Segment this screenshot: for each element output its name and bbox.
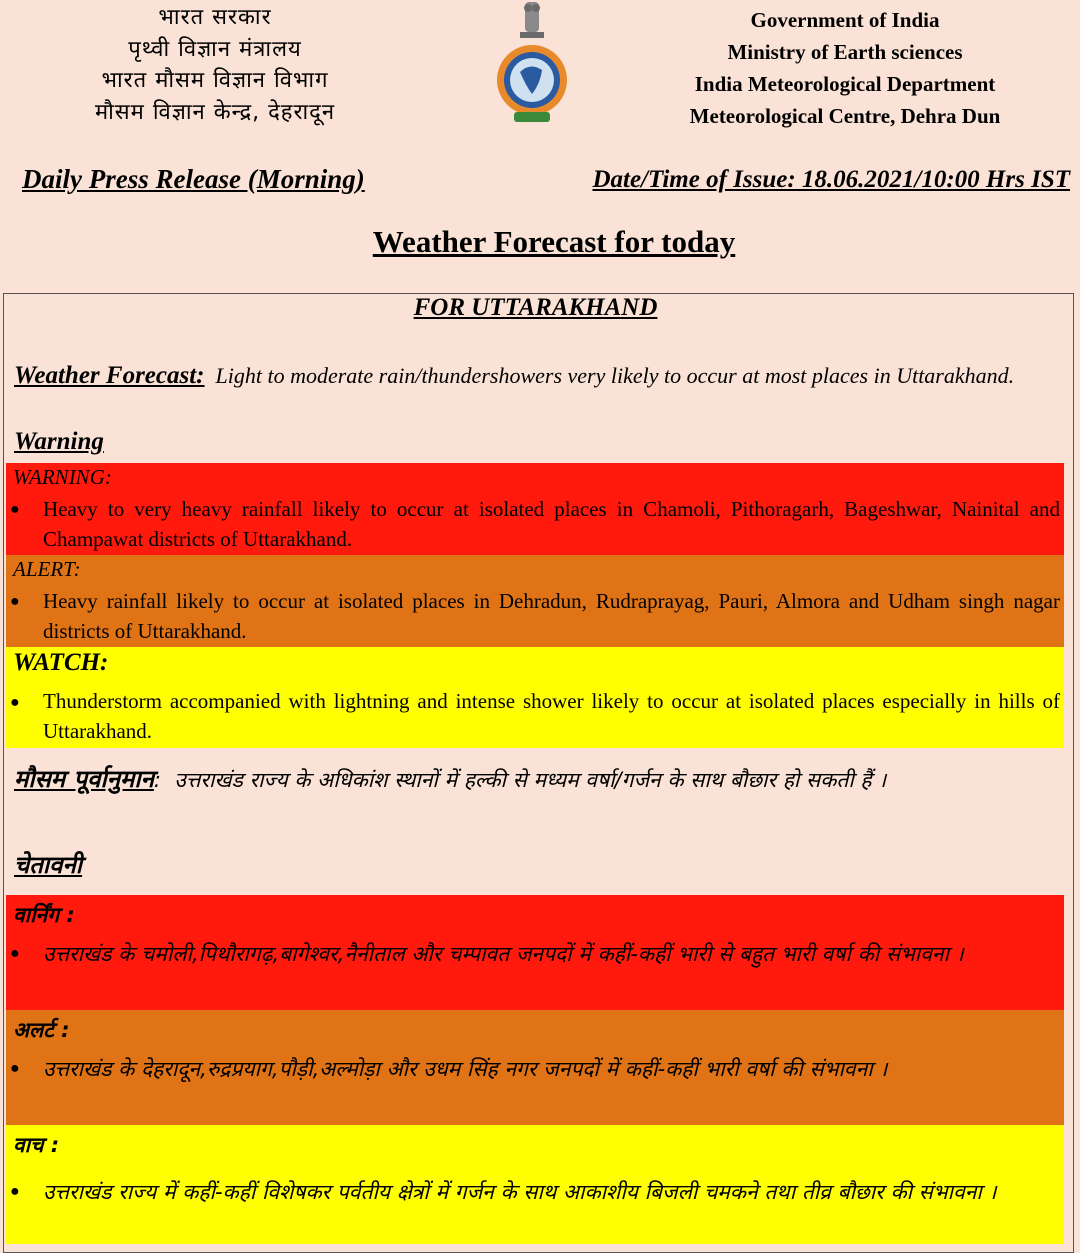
header-english-line: Government of India [750, 8, 940, 32]
hindi-alert-band [6, 1010, 1064, 1125]
page-title: Weather Forecast for today [372, 224, 736, 259]
watch-band [6, 647, 1064, 748]
header-english-line: Ministry of Earth sciences [727, 40, 963, 64]
header-hindi-line: पृथ्वी विज्ञान मंत्रालय [128, 36, 302, 62]
hindi-forecast-text: उत्तराखंड राज्य के अधिकांश स्थानों में हल्की से मध्यम वर्षा/गर्जन के साथ बौछार हो सकती हैं । [174, 768, 887, 792]
bullet-icon: ● [10, 1060, 20, 1077]
bullet-icon: ● [10, 1183, 20, 1200]
hindi-forecast: मौसम पूर्वानुमान: उत्तराखंड राज्य के अधिकांश स्थानों में हल्की से मध्यम वर्षा/गर्जन के साथ बौछार हो सकती हैं । [14, 765, 887, 793]
section-title: FOR UTTARAKHAND [413, 294, 658, 321]
bullet-icon: ● [10, 945, 20, 962]
watch-label: WATCH: [13, 649, 109, 676]
header-english-line: Meteorological Centre, Dehra Dun [689, 104, 1001, 128]
hindi-alert-text: उत्तराखंड के देहरादून,रुद्रप्रयाग,पौड़ी,अल्मोड़ा और उधम सिंह नगर जनपदों में कहीं-कहीं भारी वर्षा की संभावना । [43, 1057, 888, 1081]
issue-date: Date/Time of Issue: 18.06.2021/10:00 Hrs IST [592, 166, 1070, 193]
header-hindi-line: भारत सरकार [158, 5, 272, 30]
warning-heading: Warning [14, 428, 104, 455]
warning-label: WARNING: [13, 465, 112, 489]
hindi-watch-band [6, 1125, 1064, 1244]
header-hindi-line: भारत मौसम विज्ञान विभाग [101, 68, 329, 93]
hindi-warning-heading: चेतावनी [14, 851, 83, 879]
bullet-icon: ● [10, 694, 20, 711]
alert-band [6, 555, 1064, 647]
warning-text: Heavy to very heavy rainfall likely to occur at isolated places in Chamoli, Pithoragarh, Bageshwar, Nainital and Champawat districts of Uttarakhand. [43, 497, 1060, 551]
header-english [660, 4, 1030, 132]
hindi-forecast-label: मौसम पूर्वानुमान [14, 765, 154, 793]
bullet-icon: ● [10, 593, 20, 610]
press-release-title: Daily Press Release (Morning) [22, 164, 365, 194]
hindi-alert-label: अलर्ट : [13, 1018, 70, 1042]
header-hindi-line: मौसम विज्ञान केन्द्र, देहरादून [94, 99, 336, 125]
hindi-warning-label: वार्निंग : [13, 903, 75, 927]
header-hindi [40, 2, 390, 128]
forecast-label: Weather Forecast: [14, 362, 205, 389]
forecast-text: Light to moderate rain/thundershowers very likely to occur at most places in Uttarakhand. [215, 363, 1015, 388]
imd-logo-icon [492, 0, 572, 130]
warning-band [6, 463, 1064, 555]
alert-text: Heavy rainfall likely to occur at isolated places in Dehradun, Rudraprayag, Pauri, Almora and Udham singh nagar districts of Uttarakhand. [43, 589, 1060, 643]
header-english-line: India Meteorological Department [694, 72, 996, 96]
hindi-watch-label: वाच : [13, 1133, 60, 1157]
alert-label: ALERT: [13, 557, 81, 581]
hindi-watch-text: उत्तराखंड राज्य में कहीं-कहीं विशेषकर पर्वतीय क्षेत्रों में गर्जन के साथ आकाशीय बिजली चमकने तथा तीव्र बौछार की संभावना । [43, 1180, 997, 1204]
hindi-warning-band [6, 895, 1064, 1010]
english-forecast [14, 360, 1060, 392]
bullet-icon: ● [10, 501, 20, 518]
watch-text: Thunderstorm accompanied with lightning and intense shower likely to occur at isolated places especially in hills of Uttarakhand. [43, 689, 1060, 743]
hindi-warning-text: उत्तराखंड के चमोली,पिथौरागढ़,बागेश्वर,नैनीताल और चम्पावत जनपदों में कहीं-कहीं भारी से बहुत भारी वर्षा की संभावना । [43, 942, 964, 966]
